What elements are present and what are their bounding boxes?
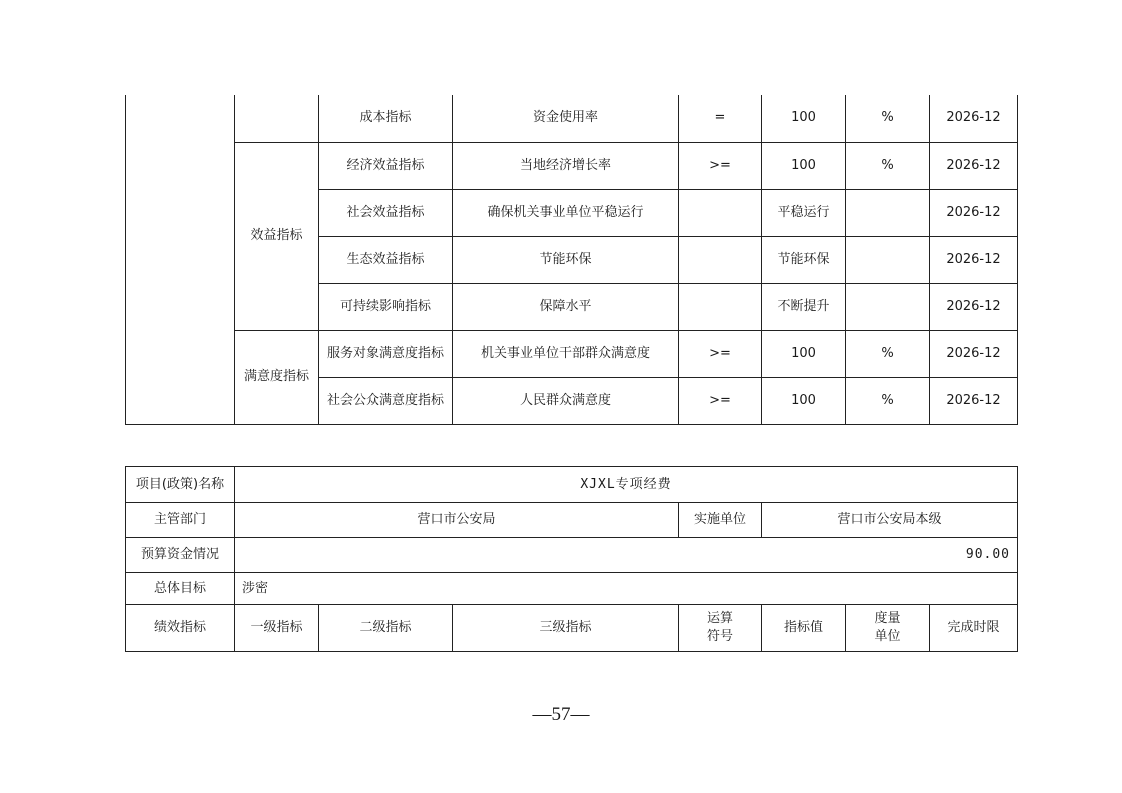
level2-indicator: 可持续影响指标 (319, 283, 453, 330)
indicator-value: 100 (762, 330, 846, 377)
budget-value: 90.00 (235, 538, 1018, 573)
impl-unit-value: 营口市公安局本级 (762, 503, 1018, 538)
level3-indicator: 当地经济增长率 (453, 142, 679, 189)
budget-label: 预算资金情况 (126, 538, 235, 573)
deadline: 2026-12 (930, 189, 1018, 236)
deadline: 2026-12 (930, 142, 1018, 189)
unit (846, 189, 930, 236)
level3-header: 三级指标 (453, 605, 679, 652)
operator: >= (679, 330, 762, 377)
indicator-value: 平稳运行 (762, 189, 846, 236)
goal-value: 涉密 (235, 573, 1018, 605)
unit: % (846, 377, 930, 424)
project-performance-table (125, 466, 1018, 652)
level1b-cell-empty (235, 95, 319, 142)
unit-header-line2: 单位 (874, 629, 901, 644)
table-row (126, 330, 1018, 377)
indicator-value: 100 (762, 95, 846, 142)
table-row (126, 538, 1018, 573)
operator (679, 283, 762, 330)
benefit-indicator-label: 效益指标 (235, 142, 319, 330)
project-name-value: XJXL专项经费 (235, 467, 1018, 503)
deadline: 2026-12 (930, 236, 1018, 283)
table-row (126, 503, 1018, 538)
dept-label: 主管部门 (126, 503, 235, 538)
unit (846, 283, 930, 330)
indicator-value: 不断提升 (762, 283, 846, 330)
level2-indicator: 社会公众满意度指标 (319, 377, 453, 424)
table-row (126, 573, 1018, 605)
unit-header (846, 605, 930, 652)
deadline: 2026-12 (930, 95, 1018, 142)
level2-header: 二级指标 (319, 605, 453, 652)
deadline: 2026-12 (930, 377, 1018, 424)
deadline: 2026-12 (930, 283, 1018, 330)
perf-indicator-header: 绩效指标 (126, 605, 235, 652)
value-header: 指标值 (762, 605, 846, 652)
indicator-value: 100 (762, 377, 846, 424)
level1-header: 一级指标 (235, 605, 319, 652)
impl-unit-label: 实施单位 (679, 503, 762, 538)
level3-indicator: 机关事业单位干部群众满意度 (453, 330, 679, 377)
level3-indicator: 资金使用率 (453, 95, 679, 142)
satisfaction-indicator-label: 满意度指标 (235, 330, 319, 424)
deadline: 2026-12 (930, 330, 1018, 377)
level2-indicator: 生态效益指标 (319, 236, 453, 283)
operator: >= (679, 377, 762, 424)
table-row (126, 142, 1018, 189)
deadline-header: 完成时限 (930, 605, 1018, 652)
operator: = (679, 95, 762, 142)
level3-indicator: 保障水平 (453, 283, 679, 330)
indicator-value: 100 (762, 142, 846, 189)
operator: >= (679, 142, 762, 189)
performance-indicator-table-continued (125, 95, 1018, 425)
level3-indicator: 确保机关事业单位平稳运行 (453, 189, 679, 236)
level2-indicator: 社会效益指标 (319, 189, 453, 236)
indicator-value: 节能环保 (762, 236, 846, 283)
level1-cell-empty (126, 95, 235, 424)
level2-indicator: 成本指标 (319, 95, 453, 142)
table-header-row (126, 605, 1018, 652)
operator (679, 236, 762, 283)
operator-header (679, 605, 762, 652)
unit (846, 236, 930, 283)
table-row (126, 95, 1018, 142)
operator (679, 189, 762, 236)
level2-indicator: 服务对象满意度指标 (319, 330, 453, 377)
project-name-label: 项目(政策)名称 (126, 467, 235, 503)
level3-indicator: 节能环保 (453, 236, 679, 283)
unit: % (846, 95, 930, 142)
goal-label: 总体目标 (126, 573, 235, 605)
table-row (126, 467, 1018, 503)
level3-indicator: 人民群众满意度 (453, 377, 679, 424)
level2-indicator: 经济效益指标 (319, 142, 453, 189)
page-number: —57— (532, 704, 590, 725)
dept-value: 营口市公安局 (235, 503, 679, 538)
unit-header-line1: 度量 (874, 611, 901, 626)
unit: % (846, 142, 930, 189)
operator-header-line2: 符号 (706, 629, 733, 644)
unit: % (846, 330, 930, 377)
operator-header-line1: 运算 (706, 611, 733, 626)
